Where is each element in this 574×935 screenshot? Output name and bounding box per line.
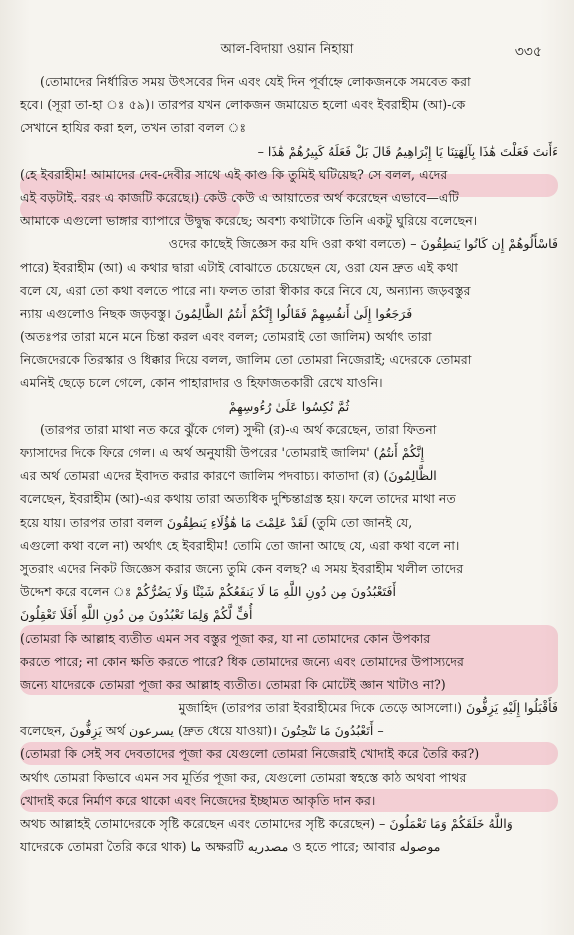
text-line: খোদাই করে নির্মাণ করে থাকো এবং নিজেদের ইচ্ছামত আকৃতি দান কর। <box>20 792 376 808</box>
text-line: (তোমাদের নির্ধারিত সময় উৎসবের দিন এবং যেই দিন পূর্বাহ্নে লোকজনকে সমবেত করা <box>40 74 471 89</box>
text-line: ফ্যাসাদের দিকে ফিরে গেল। এ অর্থ অনুযায়ী উপরের 'তোমরাই জালিম' (إِنَّكُمْ أَنتُمُ <box>20 445 425 460</box>
text-line: উদ্দেশ করে বলেন ঃ أَفَتَعْبُدُونَ مِن دُونِ اللَّهِ مَا لَا يَنفَعُكُمْ شَيْئًا وَلَا يَضُرُّكُمْ <box>20 584 396 600</box>
text-line: এই বড়টাই. বরং এ কাজটি করেছে।) কেউ কেউ এ আয়াতের অর্থ করেছেন এভাবে—এটি <box>20 189 459 205</box>
text-line: فَأَقْبَلُوا إِلَيْهِ يَزِفُّونَ (তারপর তারা ইবরাহীমের দিকে তেড়ে আসলো।) মুজাহিদ <box>178 700 558 716</box>
text-line: জন্যে যাদেরকে তোমরা পূজা কর আল্লাহ ব্যতীত। তোমরা কি মোটেই জ্ঞান খাটাও না?) <box>20 676 446 692</box>
text-line: যাদেরকে তোমরা তৈরি করে থাক) ما অক্ষরটি مصدريه ও হতে পারে; আবার موصوله <box>20 839 441 855</box>
text-line: الظَّالِمُونَ) এর অর্থ তোমরা এদের ইবাদত করার কারণে জালিম পদবাচ্য। কাতাদা (র) <box>20 468 437 484</box>
text-line: فَاسْأَلُوهُمْ إِن كَانُوا يَنطِقُونَ – (ওদের কাছেই জিজ্ঞেস কর যদি ওরা কথা বলতে <box>168 236 558 252</box>
text-line: সেখানে হাযির করা হল, তখন তারা বলল ঃ <box>20 120 247 136</box>
text-line: অর্থাৎ তোমরা কিভাবে এমন সব মূর্তির পূজা কর, যেগুলো তোমরা স্বহস্তে কাঠ অথবা পাথর <box>20 769 467 785</box>
text-line: সুতরাং এদের নিকট জিজ্ঞেস করার জন্যে তুমি কেন বলছ? এ সময় ইবরাহীম খলীল তাদের <box>20 560 464 576</box>
text-line: পারে) ইবরাহীম (আ) এ কথার দ্বারা এটাই বোঝাতে চেয়েছেন যে, ওরা যেন দ্রুত এই কথা <box>20 259 458 275</box>
text-line: (তোমরা কি সেই সব দেবতাদের পূজা কর যেগুলো তোমরা নিজেরাই খোদাই করে তৈরি কর?) <box>20 746 480 762</box>
text-line: (হে ইবরাহীম! আমাদের দেব-দেবীর সাথে এই কাণ্ড কি তুমিই ঘটিয়েছ? সে বলল, এদের <box>20 166 448 182</box>
text-line: (অতঃপর তারা মনে মনে চিন্তা করল এবং বলল; তোমরাই তো জালিম) অর্থাৎ তারা <box>20 329 432 345</box>
body-text <box>20 70 558 858</box>
text-line: হবে। (সূরা তা-হা ঃ ৫৯)। তারপর যখন লোকজন জমায়েত হলো এবং ইবরাহীম (আ)-কে <box>20 97 466 113</box>
text-line: ءَأَنتَ فَعَلْتَ هَٰذَا بِآلِهَتِنَا يَا إِبْرَاهِيمُ قَالَ بَلْ فَعَلَهُ كَبِيرُهُمْ هَٰذَا – <box>257 143 558 159</box>
text-line: বলেছেন, يَزِفُّونَ অর্থ يسرعون (দ্রুত ধেয়ে যাওয়া)। أَتَعْبُدُونَ مَا تَنْحِتُونَ – <box>20 723 384 739</box>
text-line: এগুলো কথা বলে না) অর্থাৎ হে ইবরাহীম! তোমি তো জানা আছে যে, এরা কথা বলে না। <box>20 537 460 553</box>
text-line: বলে যে, এরা তো কথা বলতে পারে না। ফলত তারা স্বীকার করে নিবে যে, অন্যান্য জড়বস্তুর <box>20 282 471 298</box>
text-line: করতে পারে; না কোন ক্ষতি করতে পারে? ধিক তোমাদের জন্যে এবং তোমাদের উপাস্যদের <box>20 653 464 669</box>
page-header <box>0 40 574 64</box>
text-line: নিজেদেরকে তিরস্কার ও ধিক্কার দিয়ে বলল, জালিম তো তোমরা নিজেরাই; এদেরকে তোমরা <box>20 352 472 368</box>
text-line: (তারপর তারা মাথা নত করে ঝুঁকে গেল) সুদ্দী (র)-এ অর্থ করেছেন, তারা ফিতনা <box>40 421 437 437</box>
running-title: আল-বিদায়া ওয়ান নিহায়া <box>220 42 354 57</box>
text-line: ন্যায় এগুলোও নিছক জড়বস্তু। فَرَجَعُوا إِلَىٰ أَنفُسِهِمْ فَقَالُوا إِنَّكُمْ أَنتُمُ الظَّالِمُونَ <box>20 305 413 321</box>
text-line: হয়ে যায়। তারপর তারা বলল لَقَدْ عَلِمْتَ مَا هَٰؤُلَاءِ يَنطِقُونَ (তুমি তো জানই যে, <box>20 514 413 530</box>
text-line: ثُمَّ نُكِسُوا عَلَىٰ رُءُوسِهِمْ <box>228 398 350 414</box>
text-line: (তোমরা কি আল্লাহ ব্যতীত এমন সব বস্তুর পূজা কর, যা না তোমাদের কোন উপকার <box>20 630 431 646</box>
text-line: أُفٍّ لَّكُمْ وَلِمَا تَعْبُدُونَ مِن دُونِ اللَّهِ أَفَلَا تَعْقِلُونَ <box>20 607 253 623</box>
text-line: আমাকে এগুলো ভাঙ্গার ব্যাপারে উদ্বুদ্ধ করেছে; অবশ্য কথাটাকে তিনি একটু ঘুরিয়ে বলেছেন। <box>20 213 478 229</box>
text-line: বলেছেন, ইবরাহীম (আ)-এর কথায় তারা অত্যধিক দুশ্চিন্তাগ্রস্ত হয়। ফলে তাদের মাথা নত <box>20 491 456 507</box>
text-line: وَاللَّهُ خَلَقَكُمْ وَمَا تَعْمَلُونَ – (অথচ আল্লাহই তোমাদেরকে সৃষ্টি করেছেন এবং তোমাদের সৃষ্টি করেছেন <box>20 816 513 831</box>
text-line: এমনিই ছেড়ে চলে গেলে, কোন পাহারাদার ও হিফাজতকারী রেখে যাওনি। <box>20 375 383 391</box>
page-number: ৩৩৫ <box>514 44 542 60</box>
